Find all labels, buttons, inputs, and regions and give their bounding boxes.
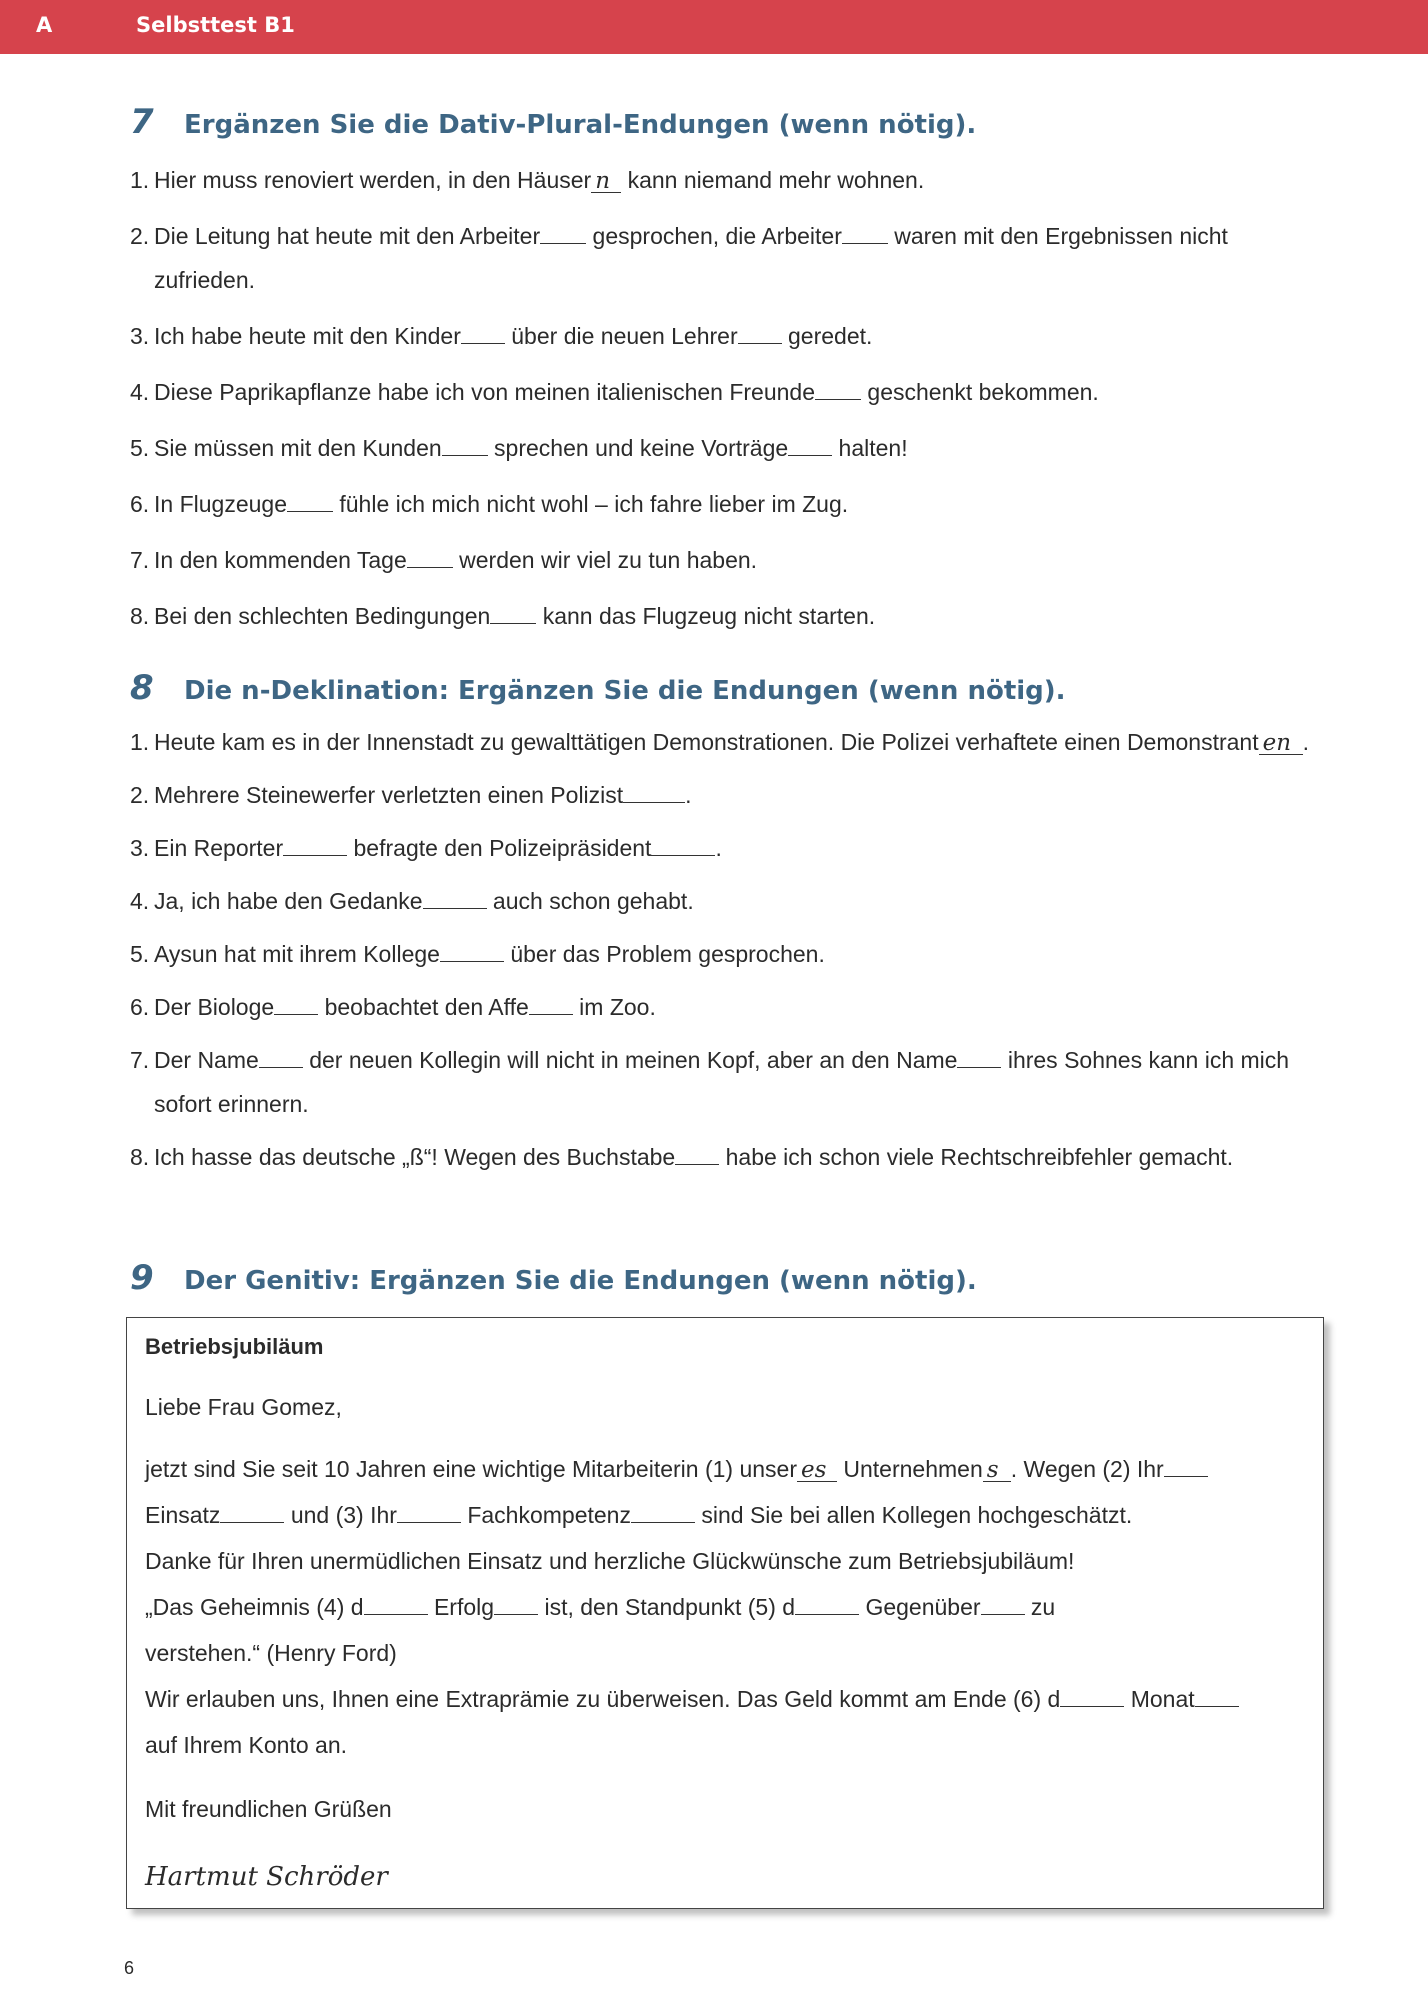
exercise-7 bbox=[130, 102, 1320, 638]
answer-blank[interactable] bbox=[1164, 1456, 1208, 1477]
exercise-title: Der Genitiv: Ergänzen Sie die Endungen (wenn nötig). bbox=[184, 1266, 977, 1296]
answer-blank[interactable] bbox=[1195, 1686, 1239, 1707]
answer-blank[interactable] bbox=[494, 1594, 538, 1615]
list-item: 5. Sie müssen mit den Kunden sprechen und keine Vorträge halten! bbox=[130, 435, 908, 461]
exercise-8-items bbox=[130, 720, 1320, 1179]
letter-signature: Hartmut Schröder bbox=[145, 1862, 388, 1892]
answer-blank[interactable]: en bbox=[1259, 732, 1303, 755]
answer-blank[interactable] bbox=[623, 782, 685, 803]
page-number: 6 bbox=[124, 1958, 135, 1978]
letter-line: Danke für Ihren unermüdlichen Einsatz und herzliche Glückwünsche zum Betriebsjubiläum! bbox=[145, 1548, 1075, 1574]
answer-blank[interactable] bbox=[364, 1594, 428, 1615]
exercise-9 bbox=[130, 1258, 1320, 1298]
list-item: 7. Der Name der neuen Kollegin will nicht in meinen Kopf, aber an den Name ihres Sohnes kann ich mich sofort erinnern. bbox=[130, 1047, 1290, 1117]
letter-line: jetzt sind Sie seit 10 Jahren eine wichtige Mitarbeiterin (1) unser es Unternehmen s . Wegen (2) Ihr bbox=[145, 1446, 1305, 1492]
header-title: Selbsttest B1 bbox=[136, 13, 295, 37]
answer-blank[interactable] bbox=[461, 323, 505, 344]
exercise-8-heading bbox=[130, 668, 1320, 708]
exercise-number: 9 bbox=[130, 1258, 154, 1298]
letter-closing: Mit freundlichen Grüßen bbox=[145, 1796, 392, 1822]
letter-line: „Das Geheimnis (4) d Erfolg ist, den Standpunkt (5) d Gegenüber zu bbox=[145, 1594, 1056, 1620]
list-item: 1. Heute kam es in der Innenstadt zu gewalttätigen Demonstrationen. Die Polizei verhaftete einen Demonstrant en . bbox=[130, 729, 1310, 756]
exercise-number: 8 bbox=[130, 668, 154, 708]
answer-blank[interactable] bbox=[957, 1047, 1001, 1068]
answer-blank[interactable] bbox=[788, 435, 832, 456]
answer-blank[interactable] bbox=[490, 603, 536, 624]
exercise-title: Die n-Deklination: Ergänzen Sie die Endungen (wenn nötig). bbox=[184, 676, 1066, 706]
letter-box bbox=[126, 1317, 1324, 1909]
answer-blank[interactable] bbox=[815, 379, 861, 400]
answer-blank[interactable] bbox=[651, 835, 715, 856]
exercise-7-heading bbox=[130, 102, 1320, 142]
answer-blank[interactable] bbox=[738, 323, 782, 344]
answer-blank[interactable] bbox=[442, 435, 488, 456]
answer-blank[interactable] bbox=[631, 1502, 695, 1523]
answer-blank[interactable] bbox=[540, 223, 586, 244]
answer-blank[interactable] bbox=[842, 223, 888, 244]
list-item: 6. In Flugzeuge fühle ich mich nicht wohl – ich fahre lieber im Zug. bbox=[130, 491, 849, 517]
answer-blank[interactable] bbox=[795, 1594, 859, 1615]
answer-blank[interactable] bbox=[423, 888, 487, 909]
list-item: 3. Ein Reporter befragte den Polizeipräsident . bbox=[130, 835, 722, 861]
answer-blank[interactable] bbox=[407, 547, 453, 568]
answer-blank[interactable] bbox=[259, 1047, 303, 1068]
letter-line: Wir erlauben uns, Ihnen eine Extraprämie zu überweisen. Das Geld kommt am Ende (6) d Monat bbox=[145, 1676, 1305, 1722]
answer-blank[interactable] bbox=[675, 1144, 719, 1165]
exercise-7-items bbox=[130, 158, 1320, 638]
list-item: 2. Mehrere Steinewerfer verletzten einen Polizist . bbox=[130, 782, 692, 808]
answer-blank[interactable]: es bbox=[797, 1459, 837, 1482]
answer-blank[interactable] bbox=[274, 994, 318, 1015]
letter-line: auf Ihrem Konto an. bbox=[145, 1732, 348, 1758]
answer-blank[interactable] bbox=[287, 491, 333, 512]
answer-blank[interactable] bbox=[397, 1502, 461, 1523]
answer-blank[interactable] bbox=[283, 835, 347, 856]
letter-line: verstehen.“ (Henry Ford) bbox=[145, 1640, 397, 1666]
answer-blank[interactable] bbox=[981, 1594, 1025, 1615]
list-item: 3. Ich habe heute mit den Kinder über die neuen Lehrer geredet. bbox=[130, 323, 873, 349]
letter-line: Einsatz und (3) Ihr Fachkompetenz sind Sie bei allen Kollegen hochgeschätzt. bbox=[145, 1502, 1133, 1528]
list-item: 4. Ja, ich habe den Gedanke auch schon gehabt. bbox=[130, 888, 694, 914]
letter-subject: Betriebsjubiläum bbox=[145, 1334, 324, 1359]
list-item: 1. Hier muss renoviert werden, in den Häuser n kann niemand mehr wohnen. bbox=[130, 167, 925, 194]
answer-blank[interactable] bbox=[529, 994, 573, 1015]
exercise-8 bbox=[130, 668, 1320, 1179]
list-item: 5. Aysun hat mit ihrem Kollege über das Problem gesprochen. bbox=[130, 941, 825, 967]
list-item: 7. In den kommenden Tage werden wir viel zu tun haben. bbox=[130, 547, 758, 573]
answer-blank[interactable] bbox=[220, 1502, 284, 1523]
list-item: 8. Ich hasse das deutsche „ß“! Wegen des Buchstabe habe ich schon viele Rechtschreibfehler gemacht. bbox=[130, 1144, 1234, 1170]
answer-blank[interactable]: s bbox=[983, 1459, 1011, 1482]
list-item: 2. Die Leitung hat heute mit den Arbeiter gesprochen, die Arbeiter waren mit den Ergebnissen nicht zufrieden. bbox=[130, 223, 1228, 293]
letter-greeting: Liebe Frau Gomez, bbox=[145, 1394, 342, 1420]
section-label: A bbox=[36, 13, 53, 37]
answer-blank[interactable] bbox=[1060, 1686, 1124, 1707]
answer-blank[interactable]: n bbox=[591, 170, 621, 193]
exercise-title: Ergänzen Sie die Dativ-Plural-Endungen (wenn nötig). bbox=[184, 110, 977, 140]
answer-blank[interactable] bbox=[440, 941, 504, 962]
exercise-9-heading bbox=[130, 1258, 1320, 1298]
header-bar bbox=[0, 0, 1428, 54]
exercise-number: 7 bbox=[130, 102, 154, 142]
list-item: 4. Diese Paprikapflanze habe ich von meinen italienischen Freunde geschenkt bekommen. bbox=[130, 379, 1099, 405]
list-item: 8. Bei den schlechten Bedingungen kann das Flugzeug nicht starten. bbox=[130, 603, 876, 629]
list-item: 6. Der Biologe beobachtet den Affe im Zoo. bbox=[130, 994, 656, 1020]
